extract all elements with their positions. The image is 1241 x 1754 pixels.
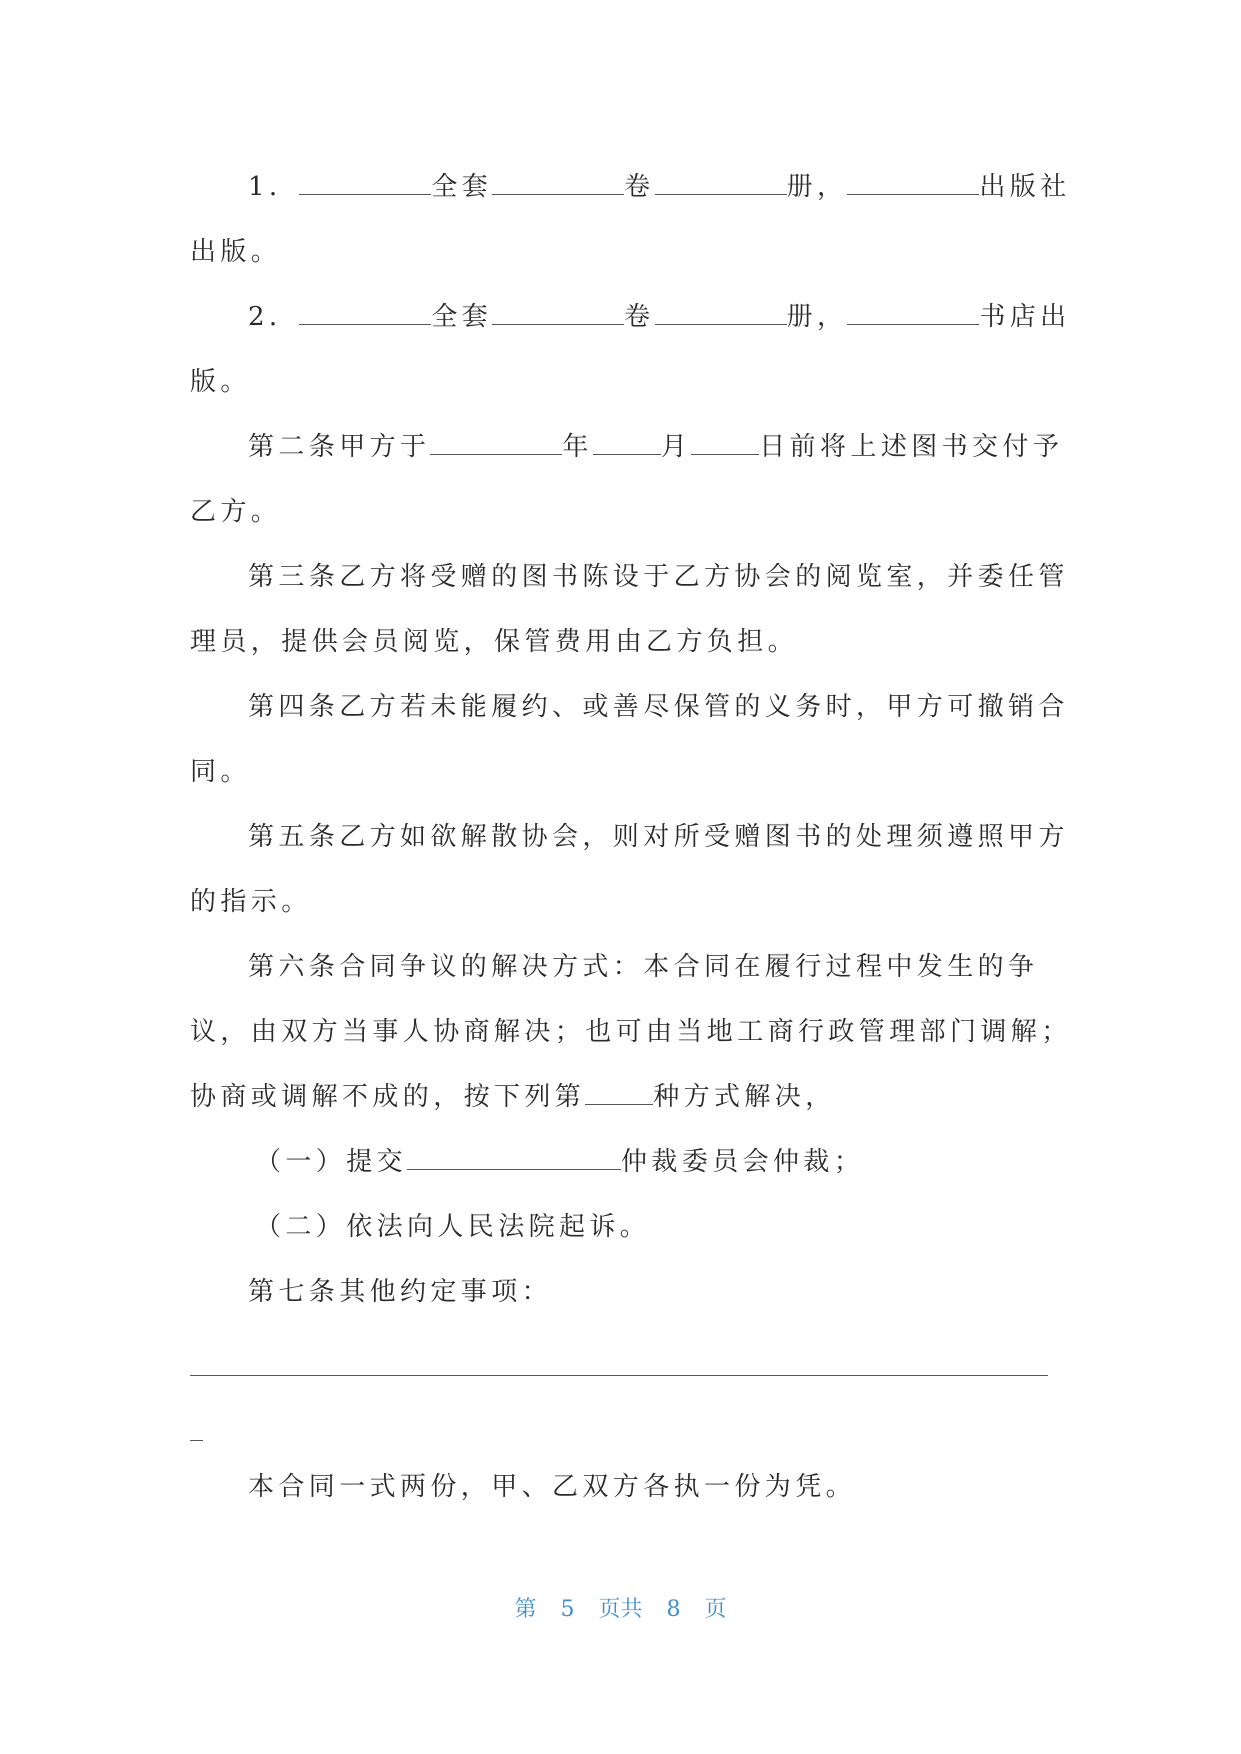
blank-field bbox=[492, 304, 624, 325]
article-4-line-2: 同。 bbox=[190, 757, 251, 787]
text: 出版社 bbox=[979, 172, 1071, 202]
text: 月 bbox=[660, 432, 692, 462]
text: 协商或调解不成的，按下列第 bbox=[190, 1082, 586, 1112]
page-footer bbox=[0, 1592, 1241, 1623]
contract-body bbox=[190, 155, 1072, 1520]
article-6-line-3 bbox=[190, 1065, 1052, 1130]
closing-text: 本合同一式两份，甲、乙双方各执一份为凭。 bbox=[248, 1472, 857, 1502]
article-6-option-2: （二）依法向人民法院起诉。 bbox=[255, 1212, 651, 1242]
blank-field bbox=[299, 304, 431, 325]
blank-field bbox=[847, 304, 979, 325]
text: 卷 bbox=[624, 172, 655, 202]
item-number: 1． bbox=[248, 172, 300, 202]
blank-field bbox=[655, 304, 787, 325]
text: 种方式解决， bbox=[653, 1082, 836, 1112]
blank-field bbox=[593, 434, 661, 455]
blank-rule-stub bbox=[190, 1390, 1052, 1455]
text: 日前将上述图书交付予 bbox=[759, 432, 1064, 462]
text: 册， bbox=[786, 172, 848, 202]
item-1-cont: 出版。 bbox=[190, 237, 282, 267]
article-7-line-1: 第七条其他约定事项： bbox=[248, 1277, 553, 1307]
article-5-line-1: 第五条乙方如欲解散协会，则对所受赠图书的处理须遵照甲方 bbox=[248, 822, 1069, 852]
page-number: 5 bbox=[560, 1597, 575, 1622]
blank-field bbox=[691, 434, 759, 455]
item-number: 2． bbox=[248, 302, 300, 332]
blank-rule-line bbox=[190, 1325, 1052, 1390]
item-2 bbox=[190, 285, 1071, 350]
text: 年 bbox=[562, 432, 593, 462]
blank-field bbox=[585, 1084, 653, 1105]
article-2-cont: 乙方。 bbox=[190, 497, 282, 527]
rule-bar bbox=[190, 1440, 203, 1441]
text: 仲裁委员会仲裁； bbox=[621, 1147, 865, 1177]
article-3-line-1: 第三条乙方将受赠的图书陈设于乙方协会的阅览室，并委任管 bbox=[248, 562, 1069, 592]
page-total: 8 bbox=[666, 1597, 681, 1622]
text: 册， bbox=[786, 302, 848, 332]
item-2-cont: 版。 bbox=[190, 367, 251, 397]
rule-bar bbox=[190, 1375, 1048, 1376]
footer-text: 页 bbox=[704, 1597, 727, 1622]
text: （一）提交 bbox=[255, 1147, 408, 1177]
blank-field bbox=[299, 174, 431, 195]
article-5-line-2: 的指示。 bbox=[190, 887, 312, 917]
text: 书店出 bbox=[979, 302, 1071, 332]
blank-field bbox=[430, 434, 562, 455]
item-1 bbox=[190, 155, 1071, 220]
article-3-line-2: 理员，提供会员阅览，保管费用由乙方负担。 bbox=[190, 627, 799, 657]
article-6-line-1: 第六条合同争议的解决方式：本合同在履行过程中发生的争 bbox=[248, 952, 1039, 982]
article-6-option-1 bbox=[190, 1130, 1052, 1195]
text: 全套 bbox=[431, 302, 493, 332]
footer-text: 页共 bbox=[598, 1597, 643, 1622]
blank-field bbox=[655, 174, 787, 195]
blank-field bbox=[847, 174, 979, 195]
blank-field bbox=[492, 174, 624, 195]
article-4-line-1: 第四条乙方若未能履约、或善尽保管的义务时，甲方可撤销合 bbox=[248, 692, 1069, 722]
blank-field bbox=[407, 1149, 621, 1170]
text: 第二条甲方于 bbox=[248, 432, 431, 462]
article-2 bbox=[190, 415, 1064, 480]
article-6-line-2: 议，由双方当事人协商解决；也可由当地工商行政管理部门调解； bbox=[190, 1017, 1072, 1047]
footer-text: 第 bbox=[514, 1597, 537, 1622]
text: 全套 bbox=[431, 172, 493, 202]
text: 卷 bbox=[624, 302, 655, 332]
